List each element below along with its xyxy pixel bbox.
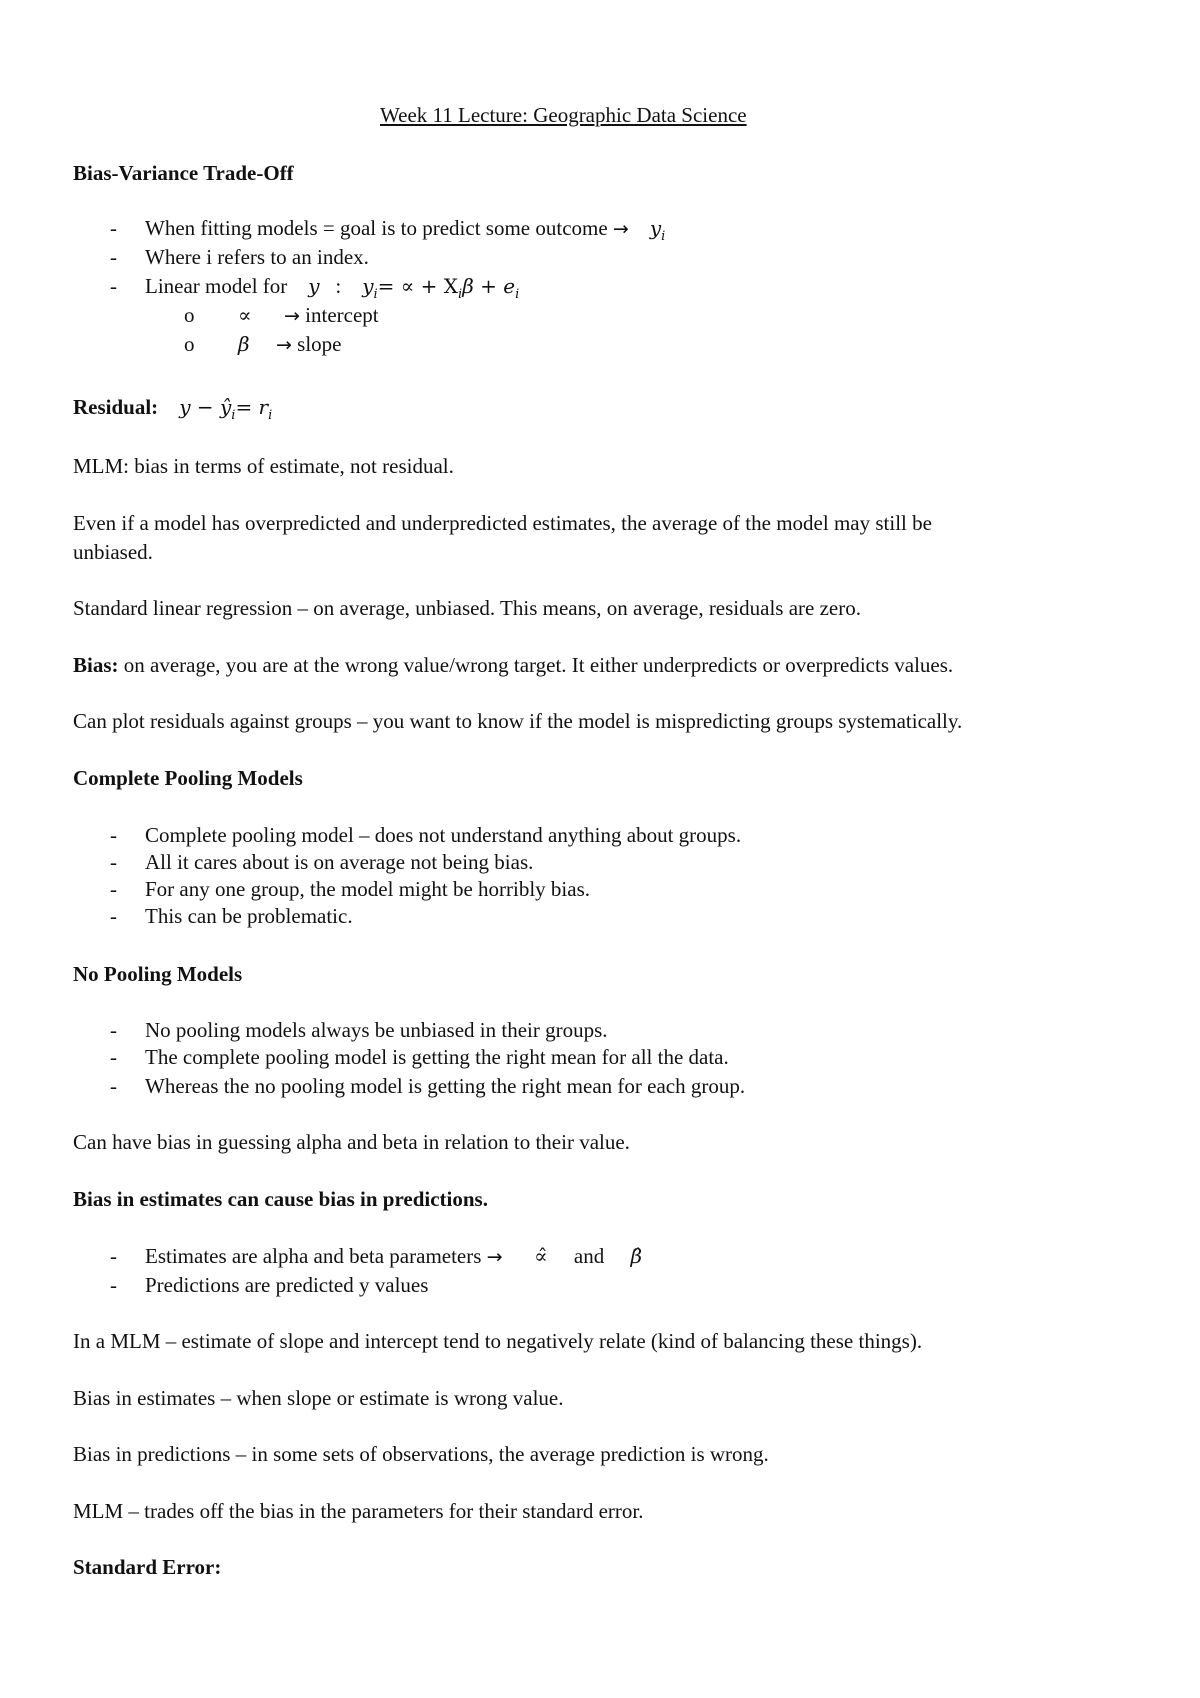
bullet-dash: - xyxy=(110,274,117,298)
page-title: Week 11 Lecture: Geographic Data Science xyxy=(380,103,747,127)
bullet-text: The complete pooling model is getting the right mean for all the data. xyxy=(145,1045,729,1069)
paragraph: MLM – trades off the bias in the parameters for their standard error. xyxy=(73,1499,644,1523)
heading-no-pooling: No Pooling Models xyxy=(73,962,243,986)
bullet-dash: - xyxy=(110,1045,117,1069)
paragraph: Bias: on average, you are at the wrong value/wrong target. It either underpredicts or overpredicts values. xyxy=(73,653,954,677)
bullet-dash: - xyxy=(110,1244,117,1268)
bullet-dash: - xyxy=(110,904,117,928)
bullet-dash: - xyxy=(110,1273,117,1297)
arrow-right-icon: → xyxy=(284,305,300,327)
paragraph: In a MLM – estimate of slope and intercept tend to negatively relate (kind of balancing these things). xyxy=(73,1329,923,1353)
bullet-circle: o xyxy=(184,332,195,356)
bias-label: Bias: xyxy=(73,653,119,677)
math-residual-equation: $y - ŷ_i= r_i$ xyxy=(179,395,273,423)
heading-bias-variance: Bias-Variance Trade-Off xyxy=(73,161,294,185)
math-beta: β xyxy=(238,332,250,356)
bullet-text: Linear model for y : $y_i=$ ∝ + $X_i\beta + e_i$ xyxy=(145,274,520,302)
paragraph: Bias in estimates – when slope or estimate is wrong value. xyxy=(73,1386,564,1410)
bullet-text: Whereas the no pooling model is getting the right mean for each group. xyxy=(145,1074,746,1098)
residual-label: Residual: xyxy=(73,395,159,419)
paragraph-continuation: unbiased. xyxy=(73,540,153,564)
arrow-right-icon: → xyxy=(486,1246,503,1268)
bullet-text: Where i refers to an index. xyxy=(145,245,369,269)
sub-bullet-text: → intercept xyxy=(284,303,379,327)
bullet-circle: o xyxy=(184,303,195,327)
math-beta-hat: β̂ xyxy=(630,1244,643,1268)
bullet-text: All it cares about is on average not being bias. xyxy=(145,850,534,874)
bullet-dash: - xyxy=(110,1074,117,1098)
math-y: y xyxy=(308,274,320,298)
bullet-text: This can be problematic. xyxy=(145,904,353,928)
paragraph: Even if a model has overpredicted and underpredicted estimates, the average of the model may still be xyxy=(73,511,932,535)
math-alpha: ∝ xyxy=(238,303,252,327)
bullet-dash: - xyxy=(110,245,117,269)
sub-bullet-text: → slope xyxy=(276,332,342,356)
bullet-dash: - xyxy=(110,877,117,901)
paragraph: Standard linear regression – on average, unbiased. This means, on average, residuals are zero. xyxy=(73,596,861,620)
math-y-i: $y_i$ xyxy=(649,216,666,244)
heading-bias-in-estimates: Bias in estimates can cause bias in predictions. xyxy=(73,1187,488,1211)
arrow-right-icon: → xyxy=(276,334,292,356)
bullet-dash: - xyxy=(110,823,117,847)
bullet-dash: - xyxy=(110,850,117,874)
bullet-dash: - xyxy=(110,1018,117,1042)
paragraph: Can have bias in guessing alpha and beta in relation to their value. xyxy=(73,1130,630,1154)
bullet-text: Estimates are alpha and beta parameters → ∝̂ and β̂ xyxy=(145,1244,643,1268)
bullet-text: Complete pooling model – does not understand anything about groups. xyxy=(145,823,742,847)
paragraph: Bias in predictions – in some sets of observations, the average prediction is wrong. xyxy=(73,1442,769,1466)
math-alpha-hat: ∝̂ xyxy=(534,1244,548,1268)
arrow-right-icon: → xyxy=(612,218,629,240)
bullet-text: No pooling models always be unbiased in their groups. xyxy=(145,1018,608,1042)
math-linear-model-equation: $y_i=$ ∝ + $X_i\beta + e_i$ xyxy=(362,274,520,302)
bullet-text: Predictions are predicted y values xyxy=(145,1273,429,1297)
heading-complete-pooling: Complete Pooling Models xyxy=(73,766,303,790)
bullet-text: When fitting models = goal is to predict some outcome → $y_i$ xyxy=(145,216,666,244)
bullet-text: For any one group, the model might be horribly bias. xyxy=(145,877,591,901)
residual-line xyxy=(73,394,272,429)
heading-standard-error: Standard Error: xyxy=(73,1555,222,1579)
paragraph: Can plot residuals against groups – you want to know if the model is mispredicting groups systematically. xyxy=(73,709,963,733)
paragraph: MLM: bias in terms of estimate, not residual. xyxy=(73,454,454,478)
bullet-dash: - xyxy=(110,216,117,240)
